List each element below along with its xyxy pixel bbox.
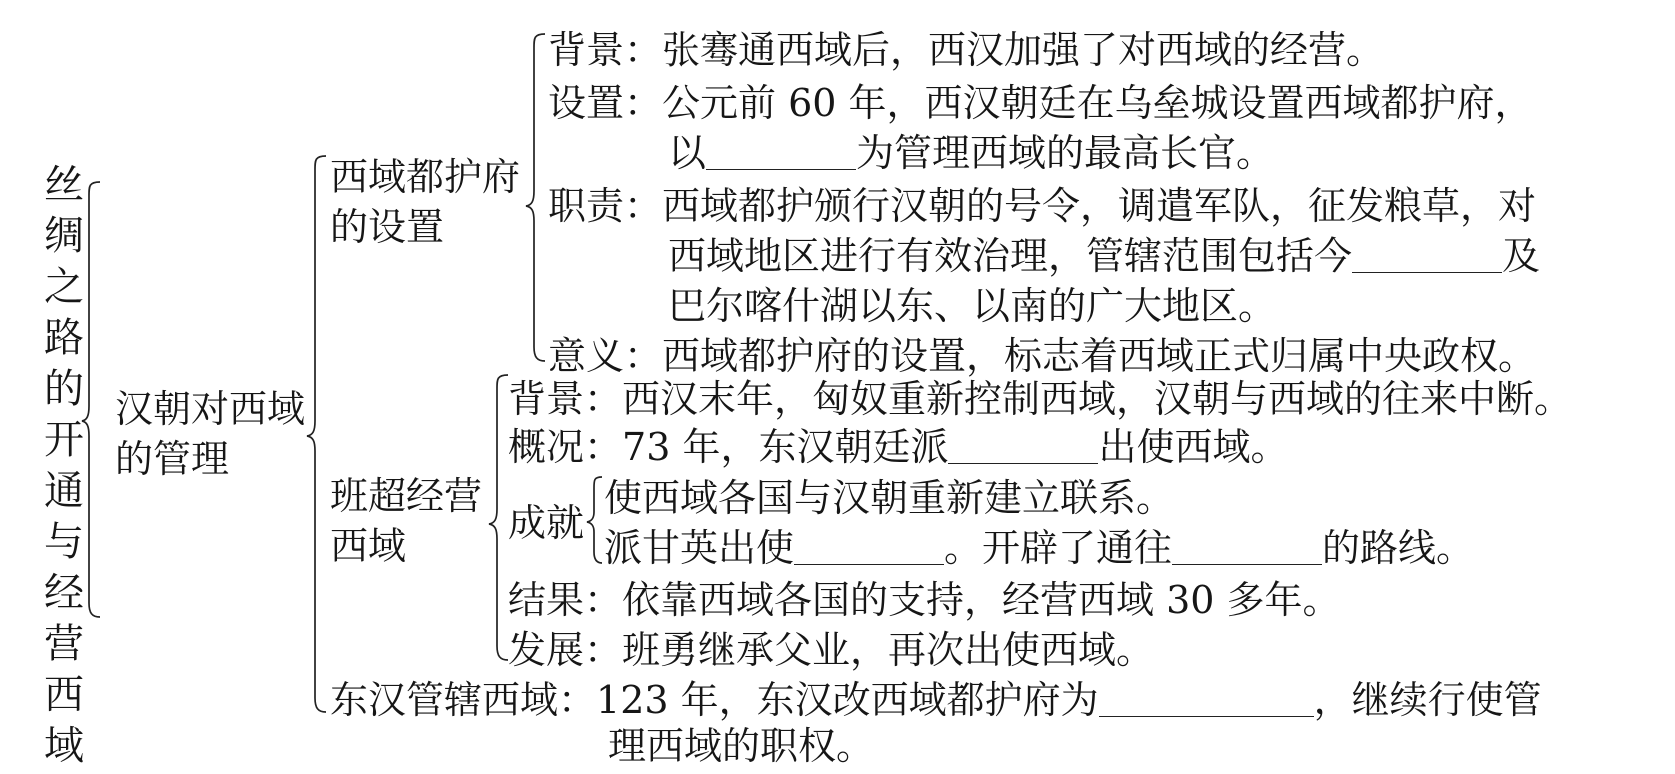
protectorate-setup-line-1: 设置：公元前 60 年，西汉朝廷在乌垒城设置西域都护府， bbox=[548, 81, 1533, 125]
banchao-title-line-2: 西域 bbox=[330, 524, 407, 568]
donghan-line-2: 理西域的职权。 bbox=[608, 724, 875, 768]
answer-blank-2[interactable] bbox=[1352, 234, 1502, 273]
protectorate-duty-line-3: 巴尔喀什湖以东、以南的广大地区。 bbox=[668, 284, 1277, 328]
answer-blank-6[interactable] bbox=[1099, 678, 1314, 717]
achievement-brace bbox=[587, 477, 602, 563]
banchao-achievement-item-1: 使西域各国与汉朝重新建立联系。 bbox=[604, 476, 1175, 520]
level1-line-2: 的管理 bbox=[115, 437, 230, 481]
protectorate-title-line-1: 西域都护府 bbox=[330, 155, 521, 199]
protectorate-title-line-2: 的设置 bbox=[330, 205, 445, 249]
banchao-title-line-1: 班超经营 bbox=[330, 474, 483, 518]
protectorate-setup-line-2: 以 为管理西域的最高长官。 bbox=[668, 131, 1275, 175]
answer-blank-5[interactable] bbox=[1172, 526, 1322, 565]
donghan-line-1: 东汉管辖西域：123 年，东汉改西域都护府为 ，继续行使管 bbox=[330, 678, 1542, 722]
banchao-result: 结果：依靠西域各国的支持，经营西域 30 多年。 bbox=[508, 578, 1341, 622]
banchao-achievement-item-2: 派甘英出使 。开辟了通往 的路线。 bbox=[604, 526, 1475, 570]
banchao-brace bbox=[489, 375, 508, 660]
level1-brace bbox=[307, 156, 326, 712]
banchao-overview: 概况：73 年，东汉朝廷派 出使西域。 bbox=[508, 425, 1289, 469]
level1-line-1: 汉朝对西域 bbox=[115, 387, 306, 431]
root-topic: 丝绸之路的开通与经营西域 bbox=[44, 162, 84, 769]
answer-blank-1[interactable] bbox=[706, 131, 856, 170]
protectorate-duty-line-1: 职责：西域都护颁行汉朝的号令，调遣军队，征发粮草，对 bbox=[548, 184, 1537, 228]
banchao-achievement-label: 成就 bbox=[508, 501, 585, 545]
answer-blank-3[interactable] bbox=[948, 425, 1098, 464]
banchao-development: 发展：班勇继承父业，再次出使西域。 bbox=[508, 628, 1155, 672]
protectorate-background: 背景：张骞通西域后，西汉加强了对西域的经营。 bbox=[548, 28, 1385, 72]
protectorate-meaning: 意义：西域都护府的设置，标志着西域正式归属中央政权。 bbox=[548, 334, 1537, 378]
answer-blank-4[interactable] bbox=[794, 526, 944, 565]
protectorate-brace bbox=[526, 34, 545, 361]
banchao-background: 背景：西汉末年，匈奴重新控制西域，汉朝与西域的往来中断。 bbox=[508, 377, 1573, 421]
protectorate-duty-line-2: 西域地区进行有效治理，管辖范围包括今 及 bbox=[668, 234, 1541, 278]
